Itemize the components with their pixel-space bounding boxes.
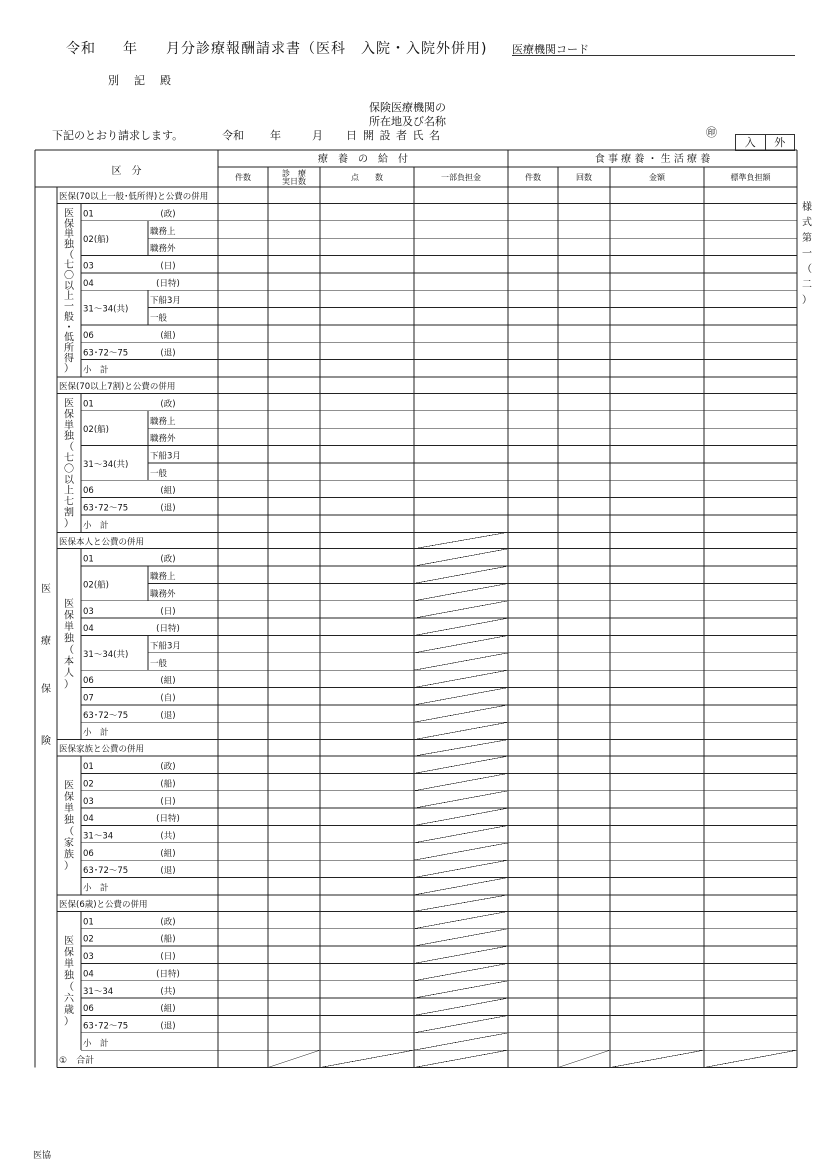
row-code: 小 計: [83, 1038, 109, 1049]
section-header: 医保家族と公費の併用: [59, 744, 145, 755]
outpatient-label[interactable]: 外: [774, 136, 786, 149]
hatch-line: [414, 773, 508, 790]
row-sub: 職務外: [150, 244, 176, 255]
row-code: 02: [83, 779, 94, 790]
form-number-char: 様: [802, 202, 812, 213]
row-insurer: (日特): [156, 278, 180, 289]
group-label-char: 割: [64, 507, 74, 519]
column-header: 金額: [649, 173, 665, 182]
row-code: 02(船): [83, 235, 109, 246]
row-code: 03: [83, 261, 94, 272]
group-label-char: ）: [64, 363, 74, 375]
row-code: 小 計: [83, 883, 109, 894]
group-label-char: 低: [64, 332, 74, 344]
hatch-line: [414, 946, 508, 963]
row-code: 06: [83, 1004, 94, 1015]
total-hatch: [704, 1050, 797, 1067]
group-label-char: 独: [64, 970, 74, 982]
form-number-char: 一: [802, 248, 812, 260]
row-insurer: (退): [160, 866, 176, 877]
seal-icon: ㊞: [706, 126, 717, 139]
group-label-char: 単: [64, 958, 74, 970]
row-insurer: (退): [160, 503, 176, 514]
row-code: 01: [83, 209, 94, 220]
group-label-char: 七: [64, 260, 74, 272]
row-code: 31～34(共): [83, 649, 129, 660]
benefit-header: 療 養 の 給 付: [318, 154, 408, 165]
form-number-char: 式: [802, 217, 812, 229]
row-sub: 職務上: [150, 416, 176, 427]
hatch-line: [414, 688, 508, 705]
row-insurer: (退): [160, 1021, 176, 1032]
page-title: 月分診療報酬請求書（医科 入院・入院外併用): [166, 41, 488, 57]
category-header: 区 分: [111, 166, 142, 177]
group-label-char: 保: [64, 218, 74, 230]
group-label-char: 単: [64, 420, 74, 432]
row-sub: 下船3月: [150, 451, 181, 462]
row-insurer: (日): [160, 606, 176, 617]
row-sub: 職務外: [150, 589, 176, 600]
column-header: 回数: [576, 173, 592, 182]
side-label-char: 療: [41, 636, 51, 647]
group-label-char: 以: [64, 280, 74, 292]
group-label-char: 単: [64, 229, 74, 241]
row-code: 07: [83, 693, 94, 704]
group-label-char: ・: [64, 322, 74, 334]
group-label-char: 上: [64, 485, 74, 497]
group-label-char: 単: [64, 803, 74, 815]
hatch-line: [414, 1033, 508, 1050]
hatch-line: [414, 878, 508, 895]
founder-label: 開 設 者 氏 名: [363, 129, 441, 142]
side-label-char: 険: [41, 736, 51, 747]
group-label-char: 独: [64, 633, 74, 645]
row-code: 03: [83, 796, 94, 807]
group-label-char: 歳: [64, 1004, 74, 1016]
group-label-char: 〇: [64, 463, 74, 475]
row-code: 63･72～75: [83, 348, 129, 359]
group-label-char: 保: [64, 791, 74, 803]
column-header: 一部負担金: [441, 173, 481, 182]
hatch-line: [414, 825, 508, 842]
row-insurer: (日特): [156, 969, 180, 980]
group-label-char: （: [64, 249, 74, 261]
row-code: 06: [83, 330, 94, 341]
group-label-char: 医: [64, 398, 74, 410]
row-insurer: (共): [160, 986, 176, 997]
row-insurer: (組): [160, 1004, 176, 1015]
hatch-line: [414, 722, 508, 739]
column-header: 件数: [235, 173, 251, 182]
hatch-line: [414, 929, 508, 946]
hatch-line: [414, 860, 508, 877]
title-year-label: 年: [123, 41, 138, 57]
group-label-char: 六: [64, 993, 74, 1005]
section-header: 医保(6歳)と公費の併用: [59, 899, 148, 910]
row-code: 04: [83, 278, 94, 289]
group-label-char: （: [64, 981, 74, 993]
hatch-line: [414, 963, 508, 980]
row-insurer: (日): [160, 952, 176, 963]
total-hatch: [610, 1050, 704, 1067]
group-label-char: 家: [64, 837, 74, 849]
column-header: 診 療: [282, 169, 306, 178]
row-code: 小 計: [83, 365, 109, 376]
hatch-line: [414, 911, 508, 928]
row-code: 02(船): [83, 580, 109, 591]
hatch-line: [414, 895, 508, 911]
date-day: 日: [346, 129, 357, 142]
group-label-char: 独: [64, 431, 74, 443]
hatch-line: [414, 583, 508, 600]
group-label-char: 医: [64, 935, 74, 947]
row-code: 31～34: [83, 986, 114, 997]
group-label-char: 保: [64, 947, 74, 959]
hatch-line: [414, 756, 508, 773]
row-sub: 一般: [150, 313, 168, 324]
group-label-char: 得: [64, 353, 74, 365]
hatch-line: [414, 532, 508, 548]
row-code: 01: [83, 917, 94, 928]
row-code: 63･72～75: [83, 710, 129, 721]
group-label-char: 七: [64, 452, 74, 464]
row-code: 01: [83, 762, 94, 773]
row-sub: 職務外: [150, 434, 176, 445]
row-code: 小 計: [83, 728, 109, 739]
row-insurer: (組): [160, 330, 176, 341]
row-code: 31～34(共): [83, 304, 129, 315]
row-code: 63･72～75: [83, 503, 129, 514]
hatch-line: [414, 670, 508, 687]
section-header: 医保(70以上一般･低所得)と公費の併用: [59, 192, 209, 202]
address-line-2: 所在地及び名称: [369, 115, 446, 128]
row-code: 06: [83, 486, 94, 497]
group-label-char: 〇: [64, 270, 74, 282]
date-era: 令和: [222, 129, 244, 142]
group-label-char: ）: [64, 518, 74, 530]
side-label-char: 医: [41, 584, 51, 595]
row-code: 06: [83, 848, 94, 859]
form-number-char: 二: [802, 279, 812, 291]
row-code: 63･72～75: [83, 1021, 129, 1032]
column-header: 実日数: [282, 177, 306, 186]
hatch-line: [414, 843, 508, 860]
row-code: 06: [83, 676, 94, 687]
hatch-line: [414, 998, 508, 1015]
group-label-char: 独: [64, 814, 74, 826]
group-label-char: 一: [64, 301, 74, 313]
row-code: 04: [83, 624, 94, 635]
column-header: 点 数: [351, 173, 383, 182]
row-insurer: (日特): [156, 624, 180, 635]
address-line-1: 保険医療機関の: [369, 101, 446, 114]
row-insurer: (日): [160, 261, 176, 272]
side-label-char: 保: [41, 684, 51, 695]
row-sub: 職務上: [150, 226, 176, 237]
row-sub: 下船3月: [150, 296, 181, 307]
group-label-char: 七: [64, 496, 74, 508]
date-year: 年: [270, 129, 281, 142]
row-sub: 一般: [150, 658, 168, 669]
total-hatch: [268, 1050, 320, 1067]
group-label-char: 単: [64, 622, 74, 634]
form-number-char: （: [802, 264, 812, 275]
hatch-line: [414, 808, 508, 825]
row-code: 02(船): [83, 425, 109, 436]
total-hatch: [414, 1050, 508, 1067]
group-label-char: （: [64, 645, 74, 657]
group-label-char: ）: [64, 860, 74, 872]
row-insurer: (自): [160, 693, 176, 704]
group-label-char: 上: [64, 291, 74, 303]
row-code: 31～34(共): [83, 459, 129, 470]
group-label-char: 保: [64, 610, 74, 622]
row-code: 02: [83, 934, 94, 945]
group-label-char: ）: [64, 679, 74, 691]
group-label-char: 医: [64, 780, 74, 792]
section-header: 医保(70以上7割)と公費の併用: [59, 381, 176, 392]
row-code: 03: [83, 952, 94, 963]
group-label-char: （: [64, 442, 74, 454]
row-code: 63･72～75: [83, 866, 129, 877]
row-insurer: (政): [160, 209, 176, 220]
row-insurer: (日): [160, 796, 176, 807]
row-code: 01: [83, 554, 94, 565]
row-insurer: (船): [160, 934, 176, 945]
group-label-char: 人: [64, 668, 74, 680]
group-label-char: （: [64, 826, 74, 838]
hatch-line: [414, 653, 508, 670]
date-month: 月: [312, 129, 323, 142]
row-insurer: (政): [160, 399, 176, 410]
form-number-char: ）: [802, 295, 812, 306]
hatch-line: [414, 705, 508, 722]
column-header: 件数: [525, 173, 541, 182]
publisher-label: 医協: [33, 1151, 52, 1161]
hatch-line: [414, 740, 508, 756]
row-insurer: (船): [160, 779, 176, 790]
row-insurer: (政): [160, 762, 176, 773]
claim-statement: 下記のとおり請求します。: [52, 129, 184, 142]
section-header: 医保本人と公費の併用: [59, 537, 145, 548]
total-hatch: [320, 1050, 414, 1067]
row-sub: 下船3月: [150, 641, 181, 652]
row-code: 04: [83, 814, 94, 825]
hatch-line: [414, 618, 508, 635]
group-label-char: 独: [64, 239, 74, 251]
group-label-char: 医: [64, 208, 74, 220]
group-label-char: 以: [64, 474, 74, 486]
hatch-line: [414, 566, 508, 583]
institution-code-label: 医療機関コード: [512, 43, 589, 56]
row-insurer: (組): [160, 848, 176, 859]
row-insurer: (退): [160, 710, 176, 721]
column-header: 標準負担額: [730, 173, 771, 182]
hatch-line: [414, 791, 508, 808]
row-insurer: (政): [160, 554, 176, 565]
hatch-line: [414, 981, 508, 998]
hatch-line: [414, 1015, 508, 1032]
group-label-char: ）: [64, 1016, 74, 1028]
group-label-char: 医: [64, 599, 74, 611]
row-code: 01: [83, 399, 94, 410]
group-label-char: 保: [64, 409, 74, 421]
row-insurer: (日特): [156, 814, 180, 825]
group-label-char: 所: [64, 342, 74, 354]
row-code: 03: [83, 606, 94, 617]
row-sub: 一般: [150, 468, 168, 479]
hatch-line: [414, 601, 508, 618]
row-code: 31～34: [83, 831, 114, 842]
hatch-line: [414, 549, 508, 566]
total-hatch: [558, 1050, 610, 1067]
form-number-char: 第: [802, 233, 812, 244]
row-insurer: (退): [160, 348, 176, 359]
total-label: ① 合計: [59, 1056, 95, 1067]
row-code: 小 計: [83, 520, 109, 531]
row-insurer: (政): [160, 917, 176, 928]
meal-header: 食 事 療 養 ・ 生 活 療 養: [594, 154, 711, 165]
row-insurer: (共): [160, 831, 176, 842]
title-era: 令和: [66, 41, 96, 57]
row-sub: 職務上: [150, 572, 176, 583]
group-label-char: 本: [64, 656, 74, 668]
row-insurer: (組): [160, 486, 176, 497]
inpatient-label[interactable]: 入: [736, 135, 766, 150]
group-label-char: 族: [64, 849, 74, 861]
group-label-char: 般: [64, 311, 74, 323]
row-insurer: (組): [160, 676, 176, 687]
addressee: 別 記 殿: [108, 74, 173, 87]
row-code: 04: [83, 969, 94, 980]
hatch-line: [414, 635, 508, 652]
